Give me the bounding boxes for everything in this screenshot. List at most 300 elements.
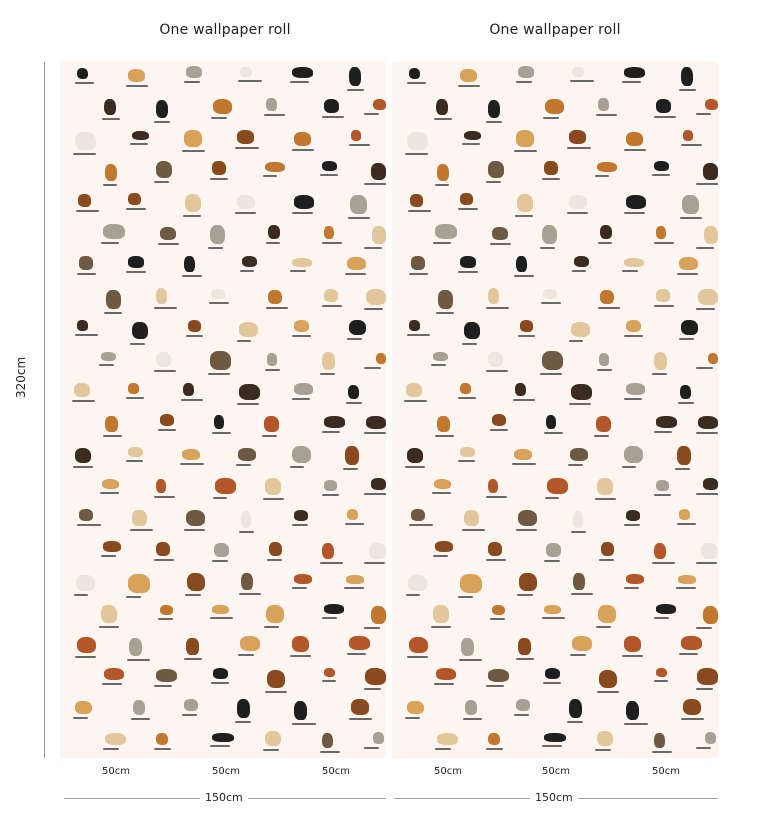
- dog-breed-caption: [126, 208, 146, 210]
- dog-breed-caption: [265, 691, 287, 693]
- dog-breed-caption: [652, 562, 675, 564]
- dog-illustration: [128, 574, 150, 593]
- dog-illustration: [654, 543, 666, 560]
- dog-breed-caption: [262, 435, 277, 437]
- dog-breed-caption: [567, 212, 588, 214]
- dog-illustration: [626, 383, 645, 395]
- dog-illustration: [544, 733, 566, 742]
- dog-illustration: [242, 256, 257, 267]
- dog-breed-caption: [654, 305, 674, 307]
- dog-breed-caption: [624, 335, 643, 337]
- dog-illustration: [433, 352, 449, 361]
- dog-illustration: [681, 67, 693, 86]
- dog-illustration: [681, 636, 701, 650]
- dog-breed-caption: [677, 273, 697, 275]
- dog-illustration: [102, 479, 119, 489]
- dog-illustration: [572, 67, 584, 77]
- dog-illustration: [294, 383, 313, 395]
- dog-breed-caption: [102, 683, 121, 685]
- dog-illustration: [372, 226, 386, 244]
- segment-width-label: 50cm: [542, 766, 570, 777]
- dog-breed-caption: [542, 617, 565, 619]
- dog-illustration: [183, 383, 194, 396]
- dog-breed-caption: [679, 653, 697, 655]
- dog-breed-caption: [182, 714, 197, 716]
- dog-illustration: [488, 479, 498, 494]
- segment-width-label: 50cm: [212, 766, 240, 777]
- dog-illustration: [624, 258, 644, 267]
- dog-illustration: [129, 638, 142, 656]
- dog-illustration: [683, 130, 693, 141]
- dog-illustration: [407, 448, 424, 463]
- dog-illustration: [654, 161, 669, 171]
- dog-breed-caption: [154, 181, 169, 183]
- dog-breed-caption: [364, 308, 383, 310]
- dog-breed-caption: [624, 524, 641, 526]
- dog-breed-caption: [212, 560, 227, 562]
- dog-illustration: [156, 161, 172, 178]
- dog-illustration: [598, 98, 609, 111]
- dog-breed-caption: [696, 627, 712, 629]
- dog-illustration: [322, 161, 337, 171]
- dog-illustration: [460, 574, 482, 593]
- dog-breed-caption: [263, 749, 279, 751]
- dog-breed-caption: [679, 338, 694, 340]
- dog-breed-caption: [654, 242, 675, 244]
- dog-breed-caption: [235, 721, 251, 723]
- dog-illustration: [460, 256, 476, 268]
- dog-breed-caption: [486, 121, 502, 123]
- dog-illustration: [697, 668, 718, 685]
- dog-illustration: [156, 542, 170, 556]
- dog-illustration: [464, 322, 479, 340]
- dog-breed-caption: [208, 247, 224, 249]
- dog-illustration: [569, 699, 582, 718]
- dog-breed-caption: [598, 307, 619, 309]
- dog-illustration: [156, 733, 169, 746]
- segment-width-label: 50cm: [652, 766, 680, 777]
- dog-illustration: [324, 226, 334, 239]
- dog-breed-caption: [568, 464, 583, 466]
- dog-illustration: [185, 194, 201, 212]
- dog-illustration: [239, 384, 260, 400]
- dog-breed-caption: [131, 718, 150, 720]
- dog-breed-caption: [75, 82, 94, 84]
- dog-breed-caption: [126, 397, 143, 399]
- dog-breed-caption: [322, 680, 336, 682]
- dog-breed-caption: [517, 594, 533, 596]
- dog-breed-caption: [654, 431, 672, 433]
- dog-breed-caption: [652, 174, 670, 176]
- dog-illustration: [704, 226, 718, 244]
- dog-illustration: [347, 509, 359, 520]
- dog-breed-caption: [126, 85, 148, 87]
- dog-illustration: [268, 225, 280, 239]
- dog-illustration: [371, 606, 386, 624]
- dog-illustration: [626, 195, 647, 208]
- dog-breed-caption: [516, 529, 537, 531]
- dog-breed-caption: [348, 217, 370, 219]
- dog-breed-caption: [407, 334, 430, 336]
- dog-illustration: [626, 574, 644, 584]
- dog-breed-caption: [435, 184, 449, 186]
- dog-illustration: [437, 733, 458, 745]
- dog-illustration: [438, 290, 453, 308]
- dog-illustration: [460, 447, 475, 457]
- dog-breed-caption: [542, 178, 560, 180]
- dog-illustration: [492, 227, 508, 240]
- dog-breed-caption: [596, 114, 616, 116]
- dog-breed-caption: [567, 147, 591, 149]
- dog-illustration: [599, 670, 618, 688]
- dog-breed-caption: [127, 659, 151, 661]
- dog-breed-caption: [292, 524, 309, 526]
- dog-illustration: [213, 668, 228, 679]
- dog-breed-caption: [680, 217, 702, 219]
- dog-illustration: [105, 164, 118, 181]
- dog-illustration: [132, 131, 149, 140]
- dog-illustration: [488, 288, 500, 304]
- dog-illustration: [322, 733, 333, 748]
- dog-illustration: [542, 225, 558, 244]
- dog-illustration: [371, 478, 386, 489]
- dog-breed-caption: [543, 117, 559, 119]
- dog-illustration: [569, 195, 587, 209]
- dog-illustration: [103, 541, 121, 552]
- dog-illustration: [656, 289, 670, 301]
- dog-illustration: [241, 573, 252, 590]
- dog-illustration: [294, 132, 311, 146]
- dog-breed-caption: [696, 367, 713, 369]
- dog-illustration: [184, 130, 202, 146]
- dog-illustration: [520, 320, 533, 331]
- dog-illustration: [324, 99, 339, 113]
- dog-breed-caption: [516, 658, 533, 660]
- dog-illustration: [187, 573, 205, 591]
- dog-illustration: [373, 99, 386, 110]
- dog-illustration: [212, 161, 225, 175]
- dog-breed-caption: [210, 178, 228, 180]
- dog-illustration: [294, 510, 309, 520]
- dog-illustration: [407, 701, 424, 715]
- dog-breed-caption: [458, 208, 478, 210]
- dog-illustration: [597, 162, 616, 172]
- dog-illustration: [601, 542, 614, 556]
- dog-breed-caption: [597, 369, 612, 371]
- dog-illustration: [464, 131, 481, 140]
- dog-breed-caption: [99, 364, 114, 366]
- dog-breed-caption: [595, 175, 609, 177]
- dog-breed-caption: [322, 305, 342, 307]
- dog-illustration: [703, 163, 718, 179]
- dog-breed-caption: [544, 560, 559, 562]
- dog-illustration: [626, 132, 643, 146]
- dog-breed-caption: [490, 429, 509, 431]
- dog-breed-caption: [210, 617, 233, 619]
- dog-illustration: [265, 731, 281, 747]
- dog-breed-caption: [73, 466, 93, 468]
- dog-breed-caption: [345, 273, 365, 275]
- dog-illustration: [365, 668, 386, 685]
- dog-breed-caption: [624, 398, 642, 400]
- dog-breed-caption: [364, 562, 385, 564]
- dog-illustration: [351, 130, 361, 141]
- dog-breed-caption: [405, 466, 425, 468]
- total-width-label-left: 150cm: [200, 791, 248, 804]
- dog-illustration: [266, 605, 284, 623]
- dog-illustration: [703, 478, 718, 489]
- dog-breed-caption: [181, 399, 203, 401]
- dog-illustration: [488, 161, 504, 178]
- dog-breed-caption: [238, 654, 254, 656]
- dog-illustration: [411, 256, 425, 269]
- dog-breed-caption: [409, 273, 429, 275]
- dog-illustration: [698, 289, 718, 305]
- dog-illustration: [683, 699, 702, 715]
- dog-breed-caption: [404, 400, 427, 402]
- dog-illustration: [212, 605, 229, 614]
- dog-breed-caption: [597, 691, 619, 693]
- dog-breed-caption: [407, 82, 426, 84]
- dog-illustration: [596, 416, 611, 432]
- dog-breed-caption: [434, 683, 453, 685]
- dog-illustration: [701, 543, 718, 560]
- dog-illustration: [656, 226, 666, 239]
- roll-title-right: One wallpaper roll: [489, 22, 621, 38]
- dog-illustration: [656, 604, 676, 614]
- dog-illustration: [240, 67, 252, 77]
- dog-breed-caption: [103, 184, 117, 186]
- dog-breed-caption: [622, 466, 636, 468]
- dog-illustration: [324, 668, 335, 677]
- dog-illustration: [324, 289, 338, 301]
- dog-breed-caption: [681, 718, 704, 720]
- dog-breed-caption: [239, 531, 254, 533]
- dog-breed-caption: [212, 432, 231, 434]
- dog-breed-caption: [407, 656, 428, 658]
- dog-breed-caption: [101, 242, 119, 244]
- dog-illustration: [409, 637, 429, 654]
- dog-illustration: [517, 194, 533, 212]
- dog-breed-caption: [624, 212, 645, 214]
- dog-breed-caption: [349, 718, 372, 720]
- dog-illustration: [488, 733, 501, 746]
- dog-illustration: [128, 447, 143, 457]
- dog-illustration: [705, 732, 717, 744]
- dog-breed-caption: [237, 340, 252, 342]
- dog-breed-caption: [486, 307, 510, 309]
- dog-illustration: [237, 699, 250, 718]
- dog-breed-caption: [320, 174, 338, 176]
- dog-breed-caption: [598, 242, 612, 244]
- dog-illustration: [597, 731, 613, 747]
- dog-illustration: [349, 320, 366, 336]
- dog-illustration: [544, 605, 561, 614]
- dog-illustration: [409, 68, 420, 79]
- dog-breed-caption: [211, 117, 227, 119]
- dog-breed-caption: [486, 370, 509, 372]
- dog-breed-caption: [571, 593, 593, 595]
- dog-illustration: [294, 195, 315, 208]
- dog-breed-caption: [76, 210, 99, 212]
- dog-breed-caption: [235, 212, 256, 214]
- dog-breed-caption: [405, 153, 428, 155]
- dog-breed-caption: [104, 312, 122, 314]
- dog-breed-caption: [622, 81, 642, 83]
- dog-breed-caption: [130, 343, 145, 345]
- dog-breed-caption: [292, 587, 308, 589]
- dog-breed-caption: [75, 334, 98, 336]
- dog-breed-caption: [676, 587, 696, 589]
- dog-illustration: [266, 98, 277, 111]
- dog-breed-caption: [569, 403, 590, 405]
- dog-illustration: [105, 733, 126, 745]
- dog-illustration: [267, 353, 277, 365]
- dog-illustration: [212, 733, 234, 742]
- dog-breed-caption: [99, 626, 118, 628]
- dog-illustration: [347, 257, 366, 271]
- dog-breed-caption: [208, 373, 230, 375]
- dog-breed-caption: [364, 688, 381, 690]
- dog-illustration: [492, 414, 507, 426]
- dog-illustration: [488, 669, 509, 682]
- dog-breed-caption: [235, 147, 259, 149]
- dog-illustration: [436, 668, 456, 680]
- dog-illustration: [437, 164, 450, 181]
- dog-breed-caption: [463, 718, 482, 720]
- dog-breed-caption: [678, 402, 694, 404]
- dog-illustration: [79, 509, 93, 521]
- dog-breed-caption: [263, 498, 285, 500]
- dog-illustration: [264, 416, 279, 432]
- dog-illustration: [703, 606, 718, 624]
- dog-illustration: [545, 99, 564, 115]
- wallpaper-roll-left: [60, 62, 386, 758]
- dog-illustration: [269, 542, 282, 556]
- dog-breed-caption: [679, 89, 695, 91]
- dog-illustration: [376, 353, 386, 364]
- dog-breed-caption: [675, 468, 689, 470]
- dog-illustration: [74, 383, 90, 397]
- dog-illustration: [214, 415, 224, 429]
- dog-illustration: [543, 289, 557, 300]
- dog-breed-caption: [211, 682, 229, 684]
- dog-illustration: [408, 575, 427, 591]
- dog-breed-caption: [567, 721, 583, 723]
- dog-illustration: [574, 256, 589, 267]
- dog-illustration: [656, 416, 677, 427]
- dog-breed-caption: [322, 242, 343, 244]
- dog-breed-caption: [264, 626, 279, 628]
- dog-breed-caption: [72, 400, 95, 402]
- dog-breed-caption: [186, 335, 204, 337]
- dog-illustration: [348, 385, 359, 399]
- dog-breed-caption: [75, 656, 96, 658]
- dog-breed-caption: [462, 143, 480, 145]
- dog-breed-caption: [154, 559, 174, 561]
- dog-illustration: [215, 478, 236, 494]
- dog-breed-caption: [180, 463, 203, 465]
- dog-breed-caption: [266, 242, 280, 244]
- dog-breed-caption: [73, 153, 96, 155]
- dog-breed-caption: [322, 116, 344, 118]
- dog-illustration: [101, 605, 116, 623]
- dog-illustration: [542, 351, 562, 370]
- dog-illustration: [268, 290, 281, 305]
- dog-illustration: [322, 543, 334, 560]
- dog-illustration: [294, 701, 307, 720]
- dog-breed-caption: [435, 435, 454, 437]
- dog-breed-caption: [624, 723, 648, 725]
- dog-illustration: [106, 290, 121, 308]
- dog-illustration: [156, 352, 171, 368]
- dog-breed-caption: [486, 559, 506, 561]
- dog-illustration: [434, 479, 451, 489]
- dog-illustration: [128, 69, 145, 82]
- dog-illustration: [599, 353, 609, 365]
- dog-illustration: [77, 320, 88, 330]
- dog-breed-caption: [290, 270, 307, 272]
- dog-breed-caption: [154, 748, 171, 750]
- dog-illustration: [411, 509, 425, 521]
- dog-illustration: [294, 320, 310, 332]
- dog-illustration: [128, 256, 144, 268]
- dog-breed-caption: [541, 302, 561, 304]
- dog-breed-caption: [209, 302, 229, 304]
- dog-breed-caption: [490, 618, 506, 620]
- dog-illustration: [237, 195, 255, 209]
- dog-breed-caption: [349, 144, 370, 146]
- dog-breed-caption: [406, 594, 420, 596]
- dog-illustration: [460, 69, 477, 82]
- dog-illustration: [573, 511, 584, 528]
- dog-breed-caption: [515, 215, 533, 217]
- dog-breed-caption: [458, 460, 474, 462]
- dog-breed-caption: [569, 340, 584, 342]
- dog-illustration: [572, 636, 592, 651]
- dog-breed-caption: [103, 435, 122, 437]
- dog-breed-caption: [431, 364, 446, 366]
- dog-breed-caption: [435, 748, 451, 750]
- dog-breed-caption: [154, 496, 175, 498]
- dog-breed-caption: [322, 617, 337, 619]
- dog-breed-caption: [572, 270, 586, 272]
- dog-breed-caption: [624, 149, 646, 151]
- dog-illustration: [103, 224, 125, 239]
- dog-breed-caption: [544, 432, 563, 434]
- dog-breed-caption: [696, 688, 713, 690]
- dog-breed-caption: [570, 654, 586, 656]
- dog-breed-caption: [322, 431, 340, 433]
- dog-illustration: [681, 320, 698, 336]
- dog-illustration: [373, 732, 385, 744]
- dog-breed-caption: [433, 555, 449, 557]
- dog-illustration: [573, 573, 584, 590]
- dog-breed-caption: [77, 524, 101, 526]
- dog-illustration: [349, 636, 369, 650]
- dog-illustration: [104, 668, 124, 680]
- dog-breed-caption: [514, 714, 529, 716]
- dog-illustration: [488, 542, 502, 556]
- dog-breed-caption: [595, 498, 617, 500]
- dog-illustration: [679, 257, 698, 271]
- dog-breed-caption: [154, 370, 177, 372]
- dog-breed-caption: [320, 373, 335, 375]
- dog-breed-caption: [696, 308, 715, 310]
- dog-breed-caption: [102, 118, 120, 120]
- dog-breed-caption: [696, 562, 717, 564]
- dog-illustration: [678, 575, 696, 584]
